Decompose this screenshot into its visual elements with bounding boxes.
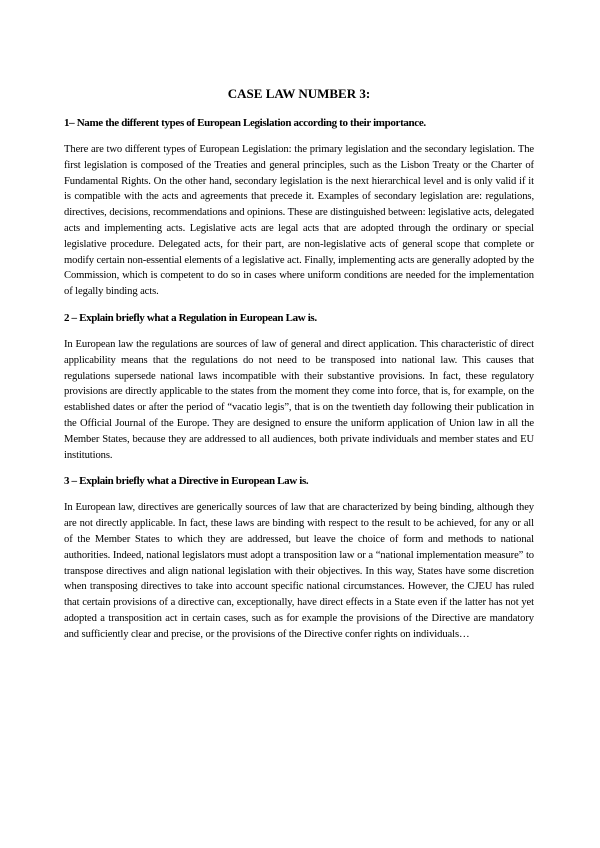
- section-body: In European law, directives are generically sources of law that are characterized by being binding, although they are not directly applicable. In fact, these laws are binding with respect to the result to be achieved, for any or all of the Member States to which they are addressed, but leave the choice of form and methods to national authorities. Indeed, national legislators must adopt a transposition law or a “national implementation measure” to transpose directives and align national legislation with their objectives. In this way, States have some discretion when transposing directives to take into account specific national circumstances. However, the CJEU has ruled that certain provisions of a directive can, exceptionally, have direct effects in a State even if the latter has not yet adopted a transposition act in certain cases, such as for example the provisions of the Directive are mandatory and sufficiently clear and precise, or the provisions of the Directive confer rights on individuals…: [64, 502, 534, 640]
- section-3: [64, 474, 534, 642]
- section-body: In European law the regulations are sources of law of general and direct application. This characteristic of direct applicability means that the regulations do not need to be transposed into national law. This causes that regulations supersede national laws incompatible with their substantive provisions. In fact, these regulatory provisions are directly applicable to the states from the moment they come into force, that is, for example, on the established dates or after the period of “vacatio legis”, that is on the twentieth day following their publication in the Official Journal of the Europe. They are designed to ensure the uniform application of Union law in all the Member States, because they are addressed to all audiences, both private individuals and member states and EU institutions.: [64, 338, 534, 461]
- section-heading: 2 – Explain briefly what a Regulation in European Law is.: [64, 311, 317, 324]
- document-content: [64, 86, 534, 654]
- document-title: CASE LAW NUMBER 3:: [227, 86, 371, 101]
- section-1: [64, 116, 534, 300]
- section-2: [64, 311, 534, 463]
- section-body: There are two different types of European Legislation: the primary legislation and the secondary legislation. The first legislation is composed of the Treaties and general principles, such as the Lisbon Treaty or the Charter of Fundamental Rights. On the other hand, secondary legislation is the next hierarchical level and is only valid if it is compatible with the acts and agreements that precede it. Examples of secondary legislation are: regulations, directives, decisions, recommendations and opinions. These are distinguished between: legislative acts, delegated acts and implementing acts. Legislative acts are legal acts that are adopted through the ordinary or special legislative procedure. Delegated acts, for their part, are non-legislative acts of general scope that complete or modify certain non-essential elements of a legislative act. Finally, implementing acts are generally adopted by the Commission, which is competent to do so in cases where uniform conditions are needed for the implementation of legally binding acts.: [64, 144, 534, 298]
- section-heading: 1– Name the different types of European Legislation according to their importance.: [64, 117, 426, 129]
- section-heading: 3 – Explain briefly what a Directive in European Law is.: [64, 475, 309, 488]
